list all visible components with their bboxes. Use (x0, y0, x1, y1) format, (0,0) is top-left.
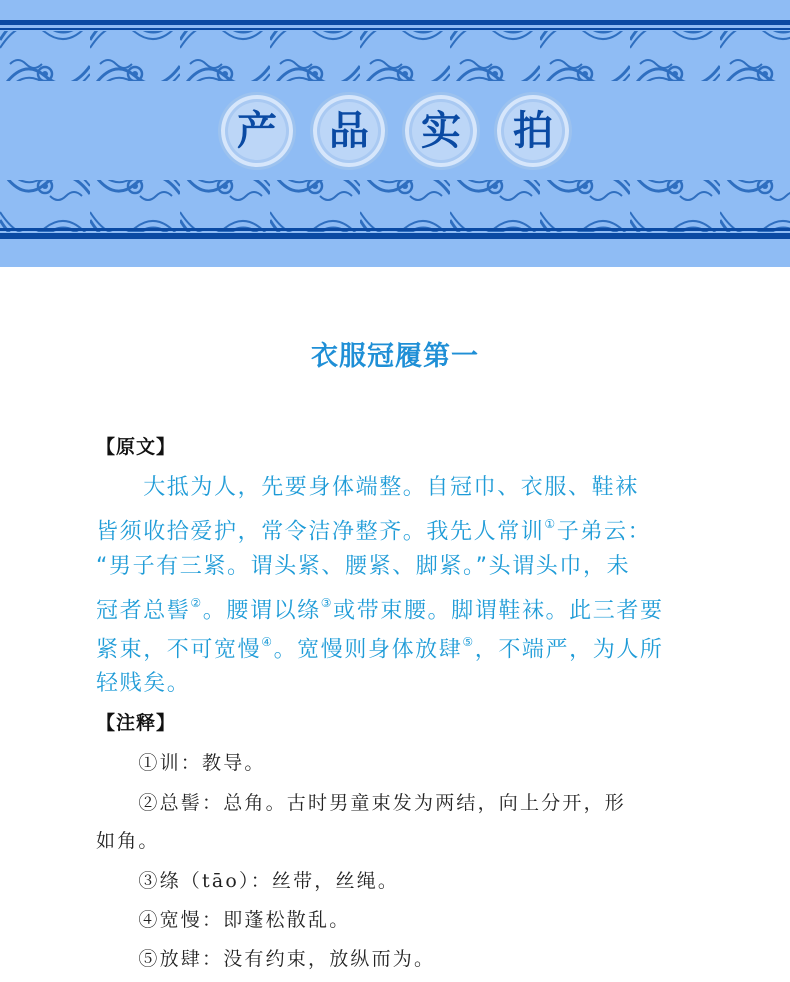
seal-badge (218, 92, 296, 170)
footnote-marker: ④ (261, 635, 274, 650)
note-line: ③绦（tāo）：丝带，丝绳。 (96, 870, 400, 892)
notes-label: 【注释】 (96, 712, 177, 734)
footnote-marker: ⑤ (462, 635, 475, 650)
text-segment: 轻贱矣。 (96, 671, 191, 697)
text-segment: 大抵为人，先要身体端整。自冠巾、衣服、鞋袜 (96, 475, 639, 500)
note-line: ②总髻：总角。古时男童束发为两结，向上分开，形 (96, 792, 627, 814)
footnote-marker: ① (544, 517, 557, 532)
text-segment: ，不端严，为人所 (474, 637, 664, 663)
note-line: ①训：教导。 (96, 752, 266, 774)
banner (0, 0, 790, 267)
seal-char: 产 (237, 107, 277, 154)
seal-char: 实 (421, 107, 461, 154)
seal-badge (310, 92, 388, 170)
footnote-marker: ③ (320, 595, 334, 610)
text-segment: 。宽慢则身体放肆 (273, 637, 463, 663)
original-text-line (96, 507, 680, 546)
seal-badge (402, 92, 480, 170)
text-segment: “男子有三紧。谓头紧、腰紧、脚紧。”头谓头巾，未 (96, 553, 631, 579)
note-line: 如角。 (96, 830, 160, 852)
seal-char: 品 (329, 107, 369, 154)
title-seal-row (0, 92, 790, 176)
original-text-line (96, 547, 680, 586)
original-text-label: 【原文】 (96, 436, 177, 458)
text-segment: 子弟云： (556, 519, 652, 545)
text-segment: 冠者总髻 (96, 598, 191, 624)
seal-char: 拍 (513, 107, 553, 154)
original-text-body (96, 468, 680, 704)
text-segment: 紧束，不可宽慢 (96, 637, 262, 663)
original-text-line (96, 586, 680, 625)
text-segment: 或带束腰。脚谓鞋袜。此三者要 (333, 598, 664, 624)
seal-badge (494, 92, 572, 170)
original-text-line (96, 625, 680, 664)
note-line: ④宽慢：即蓬松散乱。 (96, 909, 351, 931)
original-text-line (96, 664, 680, 703)
text-segment: 皆须收拾爱护，常令洁净整齐。我先人常训 (96, 519, 545, 545)
original-text-line (96, 468, 680, 507)
chapter-title: 衣服冠履第一 (311, 341, 479, 372)
footnote-marker: ② (190, 595, 203, 610)
note-line: ⑤放肆：没有约束，放纵而为。 (96, 948, 436, 970)
text-segment: 。腰谓以绦 (202, 598, 321, 624)
